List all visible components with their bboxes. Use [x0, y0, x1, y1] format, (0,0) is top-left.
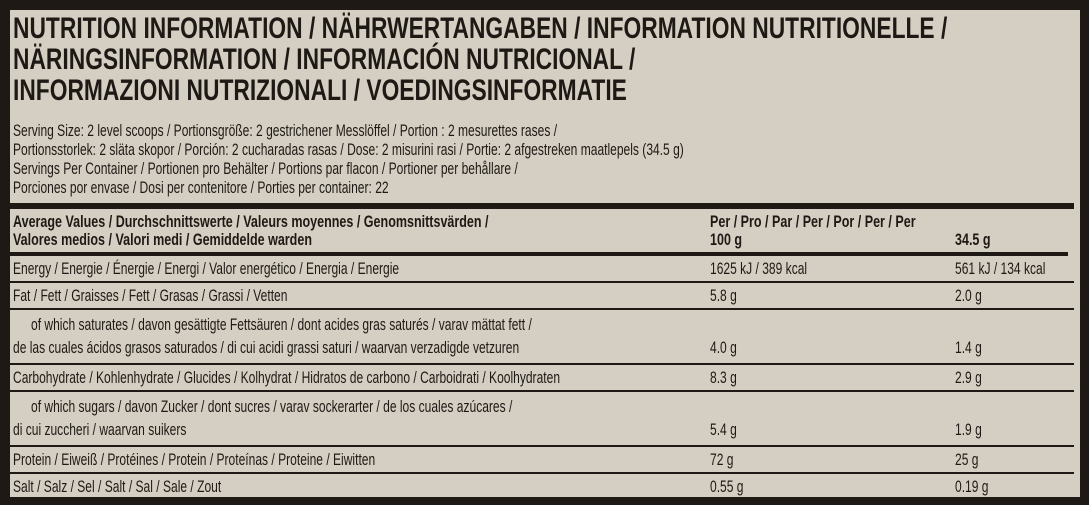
- serving-info: [13, 122, 1080, 198]
- title-line-2: NÄRINGSINFORMATION / INFORMACIÓN NUTRICIONAL /: [13, 43, 636, 76]
- nutrition-title: [13, 13, 1080, 106]
- header-per-label: Per / Pro / Par / Per / Por / Per / Per: [710, 213, 916, 231]
- value-per-serving: 25 g: [955, 451, 979, 469]
- table-row-carbohydrate: [10, 363, 1074, 390]
- row-label: Energy / Energie / Énergie / Energi / Valor energético / Energia / Energie: [13, 260, 400, 278]
- row-label: Carbohydrate / Kohlenhydrate / Glucides / Kolhydrat / Hidratos de carbono / Carboidrati / Koolhydraten: [13, 369, 561, 387]
- value-per-100g: 4.0 g: [710, 339, 737, 357]
- row-label-line-1: of which saturates / davon gesättigte Fettsäuren / dont acides gras saturés / varav mättat fett /: [31, 316, 532, 334]
- table-row-fat: [10, 281, 1074, 308]
- header-per-columns: [710, 213, 1070, 249]
- value-per-serving: 1.4 g: [955, 339, 982, 357]
- row-label: Protein / Eiweiß / Protéines / Protein / Proteínas / Proteine / Eiwitten: [13, 451, 376, 469]
- row-label: Salt / Salz / Sel / Salt / Sal / Sale / Zout: [13, 478, 222, 496]
- row-label-line-1: of which sugars / davon Zucker / dont sucres / varav sockerarter / de los cuales azúcares /: [31, 398, 513, 416]
- header-col-serving: 34.5 g: [955, 231, 991, 249]
- title-line-1: NUTRITION INFORMATION / NÄHRWERTANGABEN / INFORMATION NUTRITIONELLE /: [13, 12, 948, 45]
- header-average-values-line-2: Valores medios / Valori medi / Gemiddelde warden: [13, 231, 312, 249]
- value-per-100g: 72 g: [710, 451, 734, 469]
- value-per-100g: 5.8 g: [710, 287, 737, 305]
- value-per-serving: 2.9 g: [955, 369, 982, 387]
- table-row-energy: [10, 256, 1074, 281]
- servings-per-container-line-1: Servings Per Container / Portionen pro Behälter / Portions par flacon / Portioner per behållare /: [13, 160, 518, 178]
- value-per-serving: 1.9 g: [955, 421, 982, 439]
- header-col-100g: 100 g: [710, 231, 743, 249]
- value-per-serving: 2.0 g: [955, 287, 982, 305]
- table-row-sugars: [10, 390, 1074, 445]
- serving-size-line-1: Serving Size: 2 level scoops / Portionsgröße: 2 gestrichener Messlöffel / Portion : 2 mesurettes rases /: [13, 122, 558, 140]
- row-label: Fat / Fett / Graisses / Fett / Grasas / Grassi / Vetten: [13, 287, 288, 305]
- nutrition-table: [10, 209, 1074, 499]
- header-average-values-line-1: Average Values / Durchschnittswerte / Valeurs moyennes / Genomsnittsvärden /: [13, 213, 489, 231]
- row-label-line-2: di cui zuccheri / waarvan suikers: [13, 421, 187, 439]
- table-row-saturates: [10, 308, 1074, 363]
- table-header-row: [10, 209, 1074, 252]
- value-per-serving: 561 kJ / 134 kcal: [955, 260, 1046, 278]
- serving-size-line-2: Portionsstorlek: 2 släta skopor / Porción: 2 cucharadas rasas / Dose: 2 misurini rasi / Portie: 2 afgestreken maatlepels (34.5 g): [13, 141, 684, 159]
- value-per-100g: 8.3 g: [710, 369, 737, 387]
- table-row-protein: [10, 445, 1074, 472]
- table-row-salt: [10, 472, 1074, 499]
- value-per-serving: 0.19 g: [955, 478, 989, 496]
- value-per-100g: 0.55 g: [710, 478, 744, 496]
- servings-per-container-line-2: Porciones por envase / Dosi per contenitore / Porties per container: 22: [13, 179, 389, 197]
- title-line-3: INFORMAZIONI NUTRIZIONALI / VOEDINGSINFORMATIE: [13, 74, 627, 107]
- value-per-100g: 1625 kJ / 389 kcal: [710, 260, 808, 278]
- row-label-line-2: de las cuales ácidos grasos saturados / di cui acidi grassi saturi / waarvan verzadigde vetzuren: [13, 339, 520, 357]
- value-per-100g: 5.4 g: [710, 421, 737, 439]
